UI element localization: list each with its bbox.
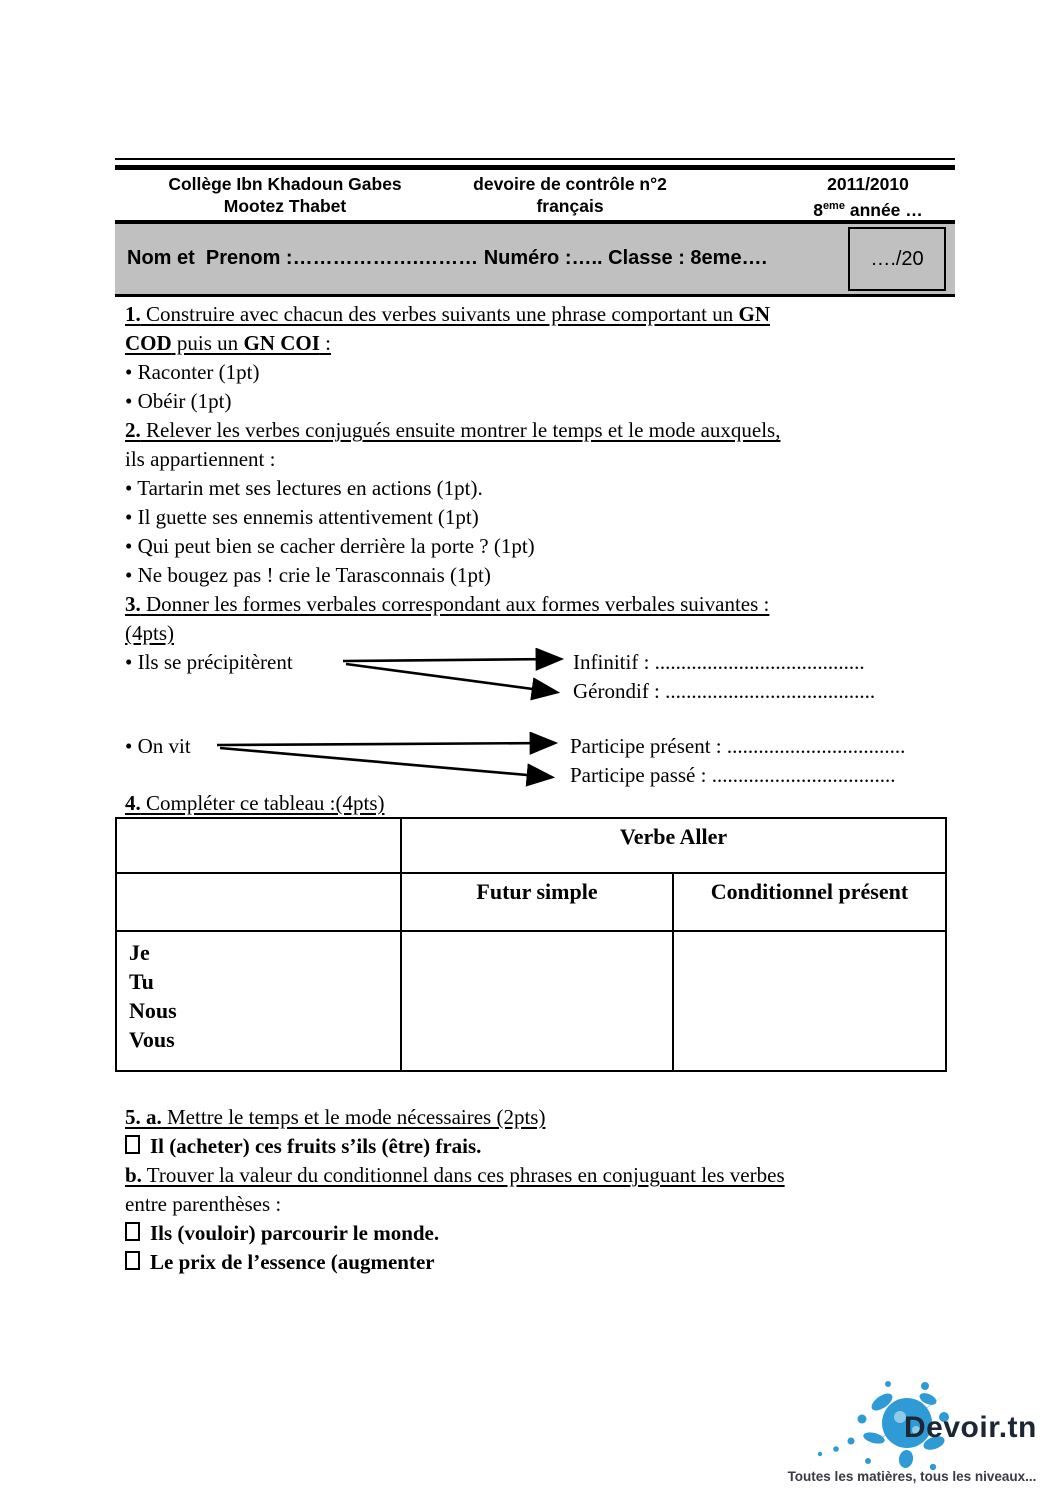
school-name: Collège Ibn Khadoun Gabes — [168, 174, 402, 194]
ex3-number: 3. — [125, 592, 141, 616]
ex2-item-3: • Qui peut bien se cacher derrière la porte ? (1pt) — [125, 534, 535, 558]
ex3-source-precipiterent: • Ils se précipitèrent — [125, 650, 293, 674]
arrow-to-participe-present-icon — [217, 743, 553, 745]
school-year: 2011/2010 — [827, 174, 909, 194]
table-row — [116, 931, 946, 1071]
exercise-5 — [115, 1103, 955, 1277]
empty-box-glyph — [125, 1135, 140, 1154]
document-header — [115, 165, 955, 297]
top-thin-rule — [115, 158, 955, 160]
header-title-block — [425, 173, 715, 217]
ex1-item-obeir: • Obéir (1pt) — [125, 389, 232, 413]
table-col-conditionnel-present: Conditionnel présent — [673, 873, 946, 931]
ex3-points-text: (4pts) — [125, 621, 174, 645]
ex1-cod-bold: COD — [125, 331, 172, 355]
ex5a-item-1-text: Il (acheter) ces fruits s’ils (être) frais. — [150, 1134, 482, 1158]
ex3-points — [115, 619, 955, 648]
ex3-target-participe-passe: Participe passé : ................................... — [570, 763, 896, 787]
header-year-block — [763, 173, 973, 221]
pronoun-nous: Nous — [129, 998, 177, 1023]
empty-box-glyph — [125, 1251, 140, 1270]
ex3-heading — [115, 590, 955, 619]
ex2-number: 2. — [125, 418, 141, 442]
ex1-item-raconter: • Raconter (1pt) — [125, 360, 260, 384]
grade-superscript: eme — [822, 200, 845, 212]
table-col-futur-simple: Futur simple — [401, 873, 673, 931]
ex4-title-text: Compléter ce tableau :(4pts) — [140, 791, 385, 815]
ex3-title-text: Donner les formes verbales correspondant aux formes verbales suivantes : — [140, 592, 770, 616]
match-arrows-icon — [115, 648, 955, 706]
ex1-colon: : — [319, 331, 331, 355]
grade-suffix: année … — [844, 199, 923, 220]
ex5a-title-text: Mettre le temps et le mode nécessaires (2pts) — [161, 1105, 546, 1129]
ex4-number: 4. — [125, 791, 141, 815]
name-number-class-line: Nom et Prenom :……………….……… Numéro :….. Classe : 8eme…. — [127, 247, 768, 269]
conjugation-table — [115, 817, 947, 1072]
ex3-target-infinitif: Infinitif : ........................................ — [573, 650, 865, 674]
ex3-gap — [115, 706, 955, 732]
logo-tagline: Toutes les matières, tous les niveaux... — [787, 1469, 1037, 1484]
ex2-item-2: • Il guette ses ennemis attentivement (1pt) — [125, 505, 479, 529]
ex2-title-text: Relever les verbes conjugués ensuite montrer le temps et le mode auxquels, — [140, 418, 781, 442]
ex4-heading — [115, 790, 955, 817]
exam-body — [115, 300, 955, 1072]
ex5b-number: b. — [125, 1163, 142, 1187]
score-placeholder: …./20 — [870, 247, 924, 270]
header-school-block — [115, 173, 455, 217]
ex5b-item-1 — [115, 1219, 955, 1248]
table-answer-cell-conditionnel — [673, 931, 946, 1071]
student-info-bar — [115, 224, 955, 297]
score-box — [848, 227, 946, 291]
ex1-puis-text: puis un — [171, 331, 244, 355]
grade-number: 8 — [813, 199, 823, 220]
ex5a-number: 5. a. — [125, 1105, 162, 1129]
ex1-heading-line2 — [115, 329, 955, 358]
ex1-coi-bold: GN COI — [243, 331, 320, 355]
ex1-number: 1. — [125, 302, 141, 326]
logo-wordmark: Devoir.tn — [904, 1411, 1037, 1444]
ex2-item-4: • Ne bougez pas ! crie le Tarasconnais (1pt) — [125, 563, 491, 587]
ex5b-item-2-text: Le prix de l’essence (augmenter — [150, 1250, 435, 1274]
table-row — [116, 818, 946, 873]
arrow-to-gerondif-icon — [346, 664, 555, 692]
table-row — [116, 873, 946, 931]
pronoun-tu: Tu — [129, 969, 154, 994]
match-arrows-icon — [115, 732, 955, 790]
ex3-match-block-2 — [115, 732, 955, 790]
ex5b-subtitle: entre parenthèses : — [125, 1192, 282, 1216]
pronoun-je: Je — [129, 940, 150, 965]
grade-level — [763, 195, 973, 221]
devoir-tn-logo — [776, 1375, 1048, 1491]
table-pronouns-cell — [116, 931, 401, 1071]
ex3-source-onvit: • On vit — [125, 734, 191, 758]
ex3-target-gerondif: Gérondif : ........................................ — [573, 679, 876, 703]
pronoun-vous: Vous — [129, 1027, 175, 1052]
header-info-row — [115, 170, 955, 220]
ex1-title-text: Construire avec chacun des verbes suivants une phrase comportant un — [140, 302, 739, 326]
ex2-item-1: • Tartarin met ses lectures en actions (1pt). — [125, 476, 483, 500]
ex2-subtitle: ils appartiennent : — [125, 447, 276, 471]
ex5a-item-1 — [115, 1132, 955, 1161]
teacher-name: Mootez Thabet — [223, 196, 347, 216]
table-empty-cell — [116, 873, 401, 931]
ex5b-title-text: Trouver la valeur du conditionnel dans ces phrases en conjuguant les verbes — [141, 1163, 785, 1187]
table-empty-cell — [116, 818, 401, 873]
ex3-match-block-1 — [115, 648, 955, 706]
ex5a-heading — [115, 1103, 955, 1132]
ex5b-item-2 — [115, 1248, 955, 1277]
empty-box-glyph — [125, 1222, 140, 1241]
arrow-to-participe-passe-icon — [220, 748, 550, 777]
subject-name: français — [536, 196, 604, 216]
arrow-to-infinitif-icon — [343, 659, 559, 661]
ex5b-heading — [115, 1161, 955, 1190]
table-answer-cell-futur — [401, 931, 673, 1071]
ex1-gn-bold: GN — [738, 302, 770, 326]
ex2-heading — [115, 416, 955, 445]
document-title: devoire de contrôle n°2 — [473, 174, 667, 194]
ex3-target-participe-present: Participe présent : .................................. — [570, 734, 906, 758]
table-verb-header-cell: Verbe Aller — [401, 818, 946, 873]
ex1-heading-line1 — [115, 300, 955, 329]
ex5b-item-1-text: Ils (vouloir) parcourir le monde. — [150, 1221, 440, 1245]
